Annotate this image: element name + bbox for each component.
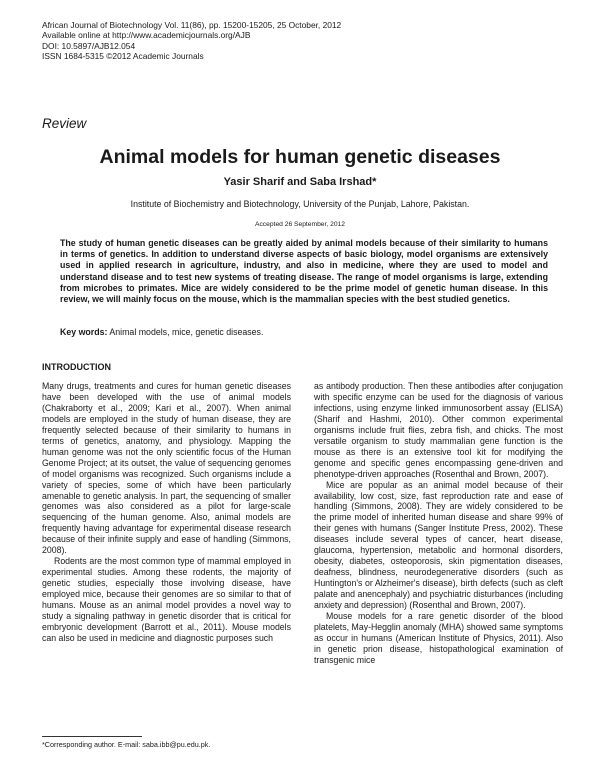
footnote-divider [42, 736, 142, 737]
footnote: *Corresponding author. E-mail: saba.ibb@pu.edu.pk. [42, 740, 211, 749]
keywords [60, 327, 263, 337]
authors: Yasir Sharif and Saba Irshad* [223, 176, 377, 188]
left-column [42, 381, 291, 644]
paragraph: Mice are popular as an animal model because of their availability, low cost, size, fast reproduction rate and ease of handling (Simmons, 2008). They are widely considered to be the prime model of inherited human disease and share 99% of their genes with humans (Sanger Institute Press, 2002). These diseases include several types of cancer, heart disease, glaucoma, hypertension, metabolic and hormonal disorders, obesity, diabetes, osteoporosis, skin pigmentation diseases, deafness, blindness, neurodegenerative disorders (such as Huntington's or Alzheimer's disease), birth defects (such as cleft palate and anencephaly) and psychiatric disturbances (including anxiety and depression) (Rosenthal and Brown, 2007). [314, 479, 563, 611]
abstract: The study of human genetic diseases can be greatly aided by animal models because of their similarity to humans in terms of genetics. In addition to understand diverse aspects of basic biology, model organisms are extensively used in applied research in agriculture, industry, and also in medicine, where they are used to model and understand disease and to test new systems of treating disease. The range of model organisms is large, extending from microbes to primates. Mice are widely considered to be the prime model of genetic human disease. In this review, we will mainly focus on the mouse, which is the mammalian species with the best studied genetics. [60, 238, 548, 305]
paragraph: as antibody production. Then these antibodies after conjugation with specific enzyme can be used for the diagnosis of various infections, using enzyme linked immunosorbent assay (ELISA) (Sharif and Hashmi, 2010). Other common experimental organisms include fruit flies, zebra fish, and chicks. The most versatile organism to study mammalian gene function is the mouse as there is an extensive tool kit for modifying the genome and specific genes encompassing gene-driven and phenotype-driven approaches (Rosenthal and Brown, 2007). [314, 381, 563, 479]
right-column [314, 381, 563, 666]
journal-url[interactable]: Available online at http://www.academicjournals.org/AJB [42, 30, 251, 41]
journal-header [42, 20, 341, 62]
journal-issn: ISSN 1684-5315 ©2012 Academic Journals [42, 51, 204, 62]
affiliation: Institute of Biochemistry and Biotechnology, University of the Punjab, Lahore, Pakistan. [130, 199, 470, 209]
journal-doi: DOI: 10.5897/AJB12.054 [42, 40, 136, 51]
keywords-value: Animal models, mice, genetic diseases. [109, 327, 264, 337]
section-heading-introduction: INTRODUCTION [42, 362, 111, 372]
keywords-label: Key words: [60, 327, 108, 337]
accepted-date: Accepted 26 September, 2012 [255, 221, 345, 228]
paragraph: Mouse models for a rare genetic disorder of the blood platelets, May-Hegglin anomaly (MHA) showed same symptoms as occur in humans (American Institute of Physics, 2011). Also in genetic prion disease, histopathological examination of transgenic mice [314, 611, 563, 665]
paper-title: Animal models for human genetic diseases [99, 146, 501, 168]
paragraph: Rodents are the most common type of mammal employed in experimental studies. Among these rodents, the majority of genetic studies, especially those involving disease, have employed mice, because their genomes are so similar to that of humans. Mouse as an animal model provides a novel way to study a signaling pathway in genetic disorder that is critical for embryonic development (Barrott et al., 2011). Mouse models can also be used in medicine and diagnostic purposes such [42, 556, 291, 643]
section-label: Review [42, 116, 87, 131]
journal-citation: African Journal of Biotechnology Vol. 11(86), pp. 15200-15205, 25 October, 2012 [42, 20, 342, 30]
paragraph: Many drugs, treatments and cures for human genetic diseases have been developed with the use of animal models (Chakraborty et al., 2009; Kari et al., 2007). When animal models are employed in the study of human disease, they are frequently selected because of their similarity to humans in terms of genetics, anatomy, and physiology. Mapping the human genome was not the only scientific focus of the Human Genome Project; at its outset, the value of sequencing genomes of model organisms was recognized. Such organisms include a variety of species, some of which have been particularly amenable to genetic analysis. In part, the sequencing of smaller genomes was also considered as a pilot for large-scale sequencing of the human genome. Also, animal models are frequently having advantage for experimental disease research because of their infinite supply and ease of handling (Simmons, 2008). [42, 381, 291, 556]
